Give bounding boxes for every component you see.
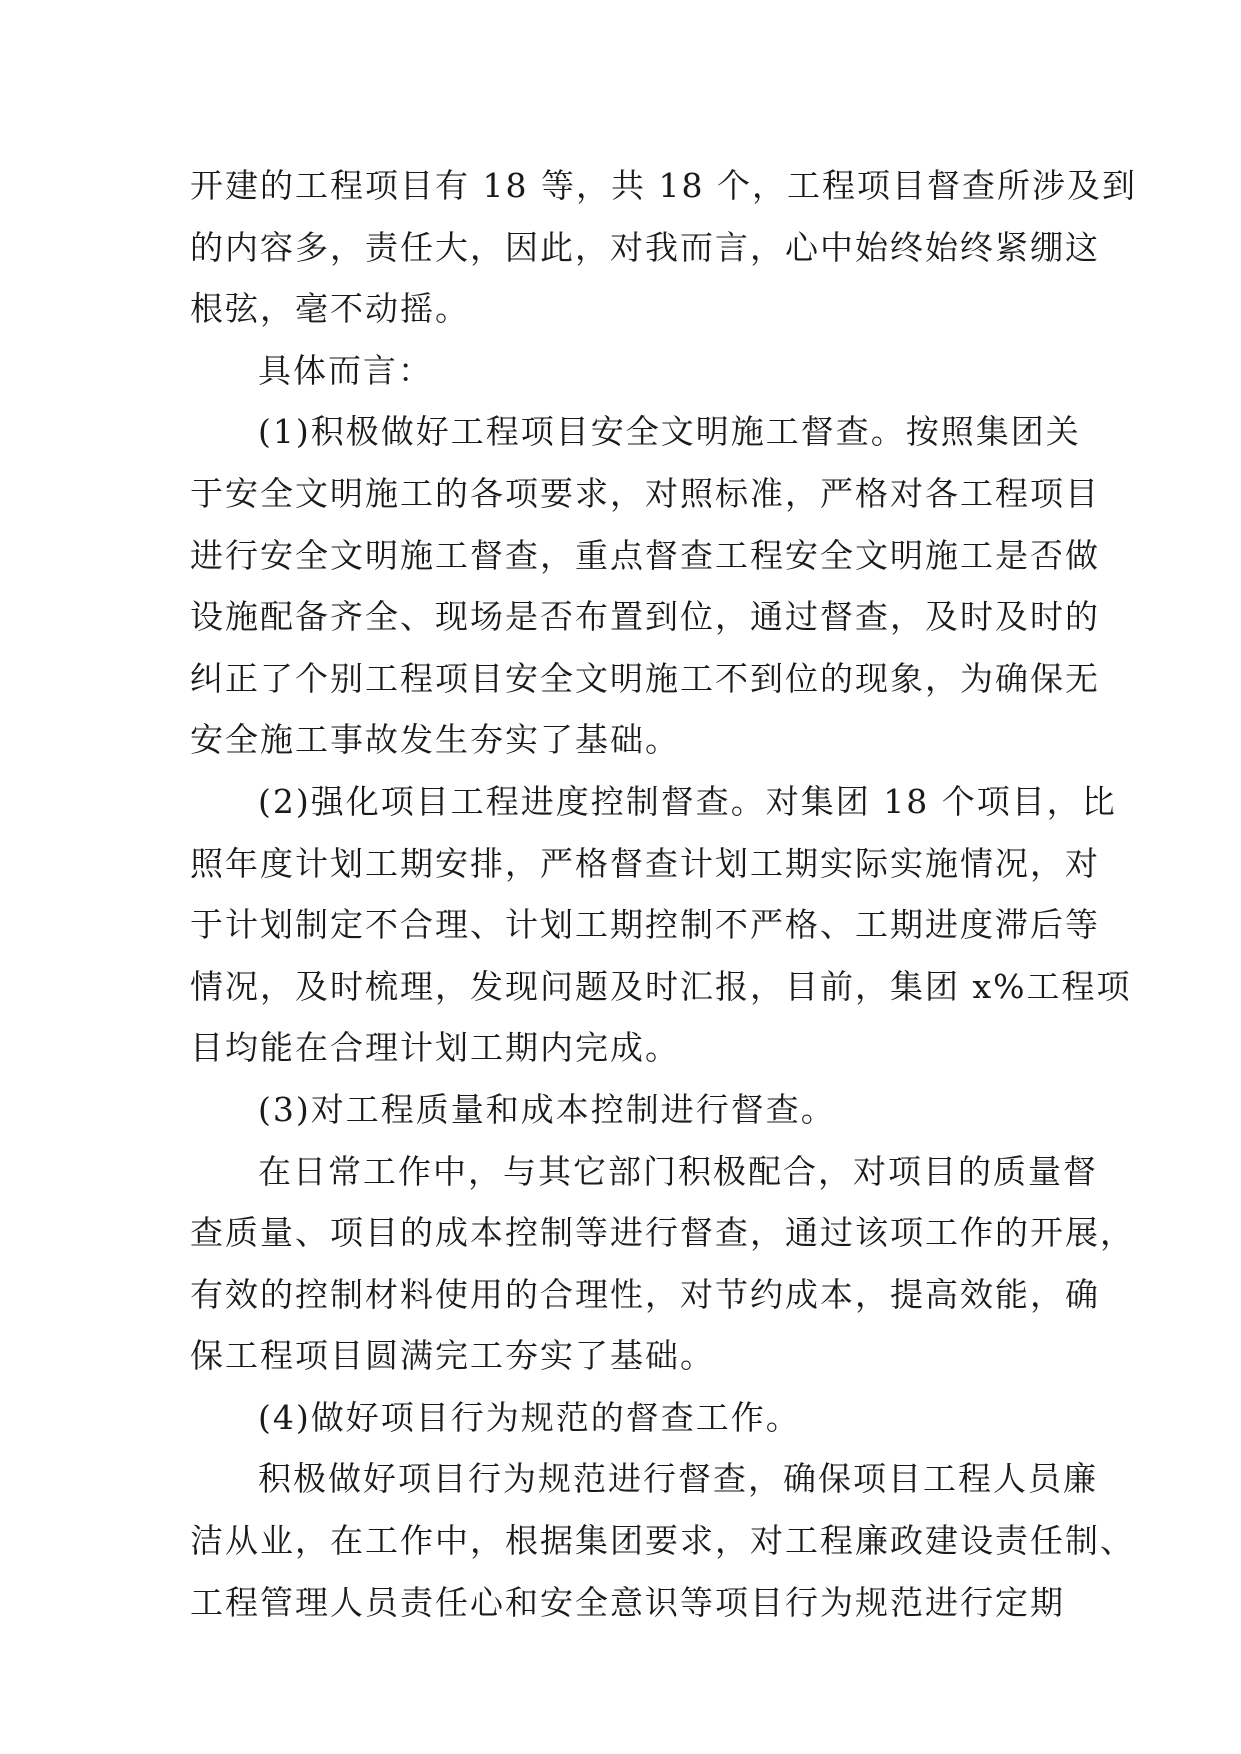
text-line: 具体而言： bbox=[258, 350, 433, 390]
text-line: 于安全文明施工的各项要求，对照标准，严格对各工程项目 bbox=[190, 473, 1100, 513]
document-body bbox=[190, 155, 1137, 1633]
text-line: 积极做好项目行为规范进行督查，确保项目工程人员廉 bbox=[258, 1459, 1098, 1499]
text-line: (2)强化项目工程进度控制督查。对集团 18 个项目，比 bbox=[258, 781, 1117, 821]
text-line: 于计划制定不合理、计划工期控制不严格、工期进度滞后等 bbox=[190, 905, 1100, 945]
text-line: 情况，及时梳理，发现问题及时汇报，目前，集团 x%工程项 bbox=[190, 966, 1132, 1006]
text-line: 照年度计划工期安排，严格督查计划工期实际实施情况，对 bbox=[190, 843, 1100, 883]
text-line: 的内容多，责任大，因此，对我而言，心中始终始终紧绷这 bbox=[190, 227, 1100, 267]
text-line: 洁从业，在工作中，根据集团要求，对工程廉政建设责任制、 bbox=[190, 1521, 1135, 1561]
text-line: 设施配备齐全、现场是否布置到位，通过督查，及时及时的 bbox=[190, 597, 1100, 637]
text-line: 安全施工事故发生夯实了基础。 bbox=[190, 720, 680, 760]
text-line: (4)做好项目行为规范的督查工作。 bbox=[258, 1397, 801, 1437]
text-line: (1)积极做好工程项目安全文明施工督查。按照集团关 bbox=[258, 412, 1081, 452]
text-line: 在日常工作中，与其它部门积极配合，对项目的质量督 bbox=[258, 1151, 1098, 1191]
text-line: 查质量、项目的成本控制等进行督查，通过该项工作的开展， bbox=[190, 1213, 1135, 1253]
text-line: 根弦，毫不动摇。 bbox=[190, 289, 470, 329]
text-line: 有效的控制材料使用的合理性，对节约成本，提高效能，确 bbox=[190, 1274, 1100, 1314]
text-line: 保工程项目圆满完工夯实了基础。 bbox=[190, 1336, 715, 1376]
text-line: 纠正了个别工程项目安全文明施工不到位的现象，为确保无 bbox=[190, 658, 1100, 698]
text-line: 目均能在合理计划工期内完成。 bbox=[190, 1028, 680, 1068]
text-line: 工程管理人员责任心和安全意识等项目行为规范进行定期 bbox=[190, 1582, 1065, 1622]
text-line: 开建的工程项目有 18 等，共 18 个，工程项目督查所涉及到 bbox=[190, 166, 1137, 205]
text-line: (3)对工程质量和成本控制进行督查。 bbox=[258, 1089, 836, 1129]
text-line: 进行安全文明施工督查，重点督查工程安全文明施工是否做 bbox=[190, 535, 1100, 575]
